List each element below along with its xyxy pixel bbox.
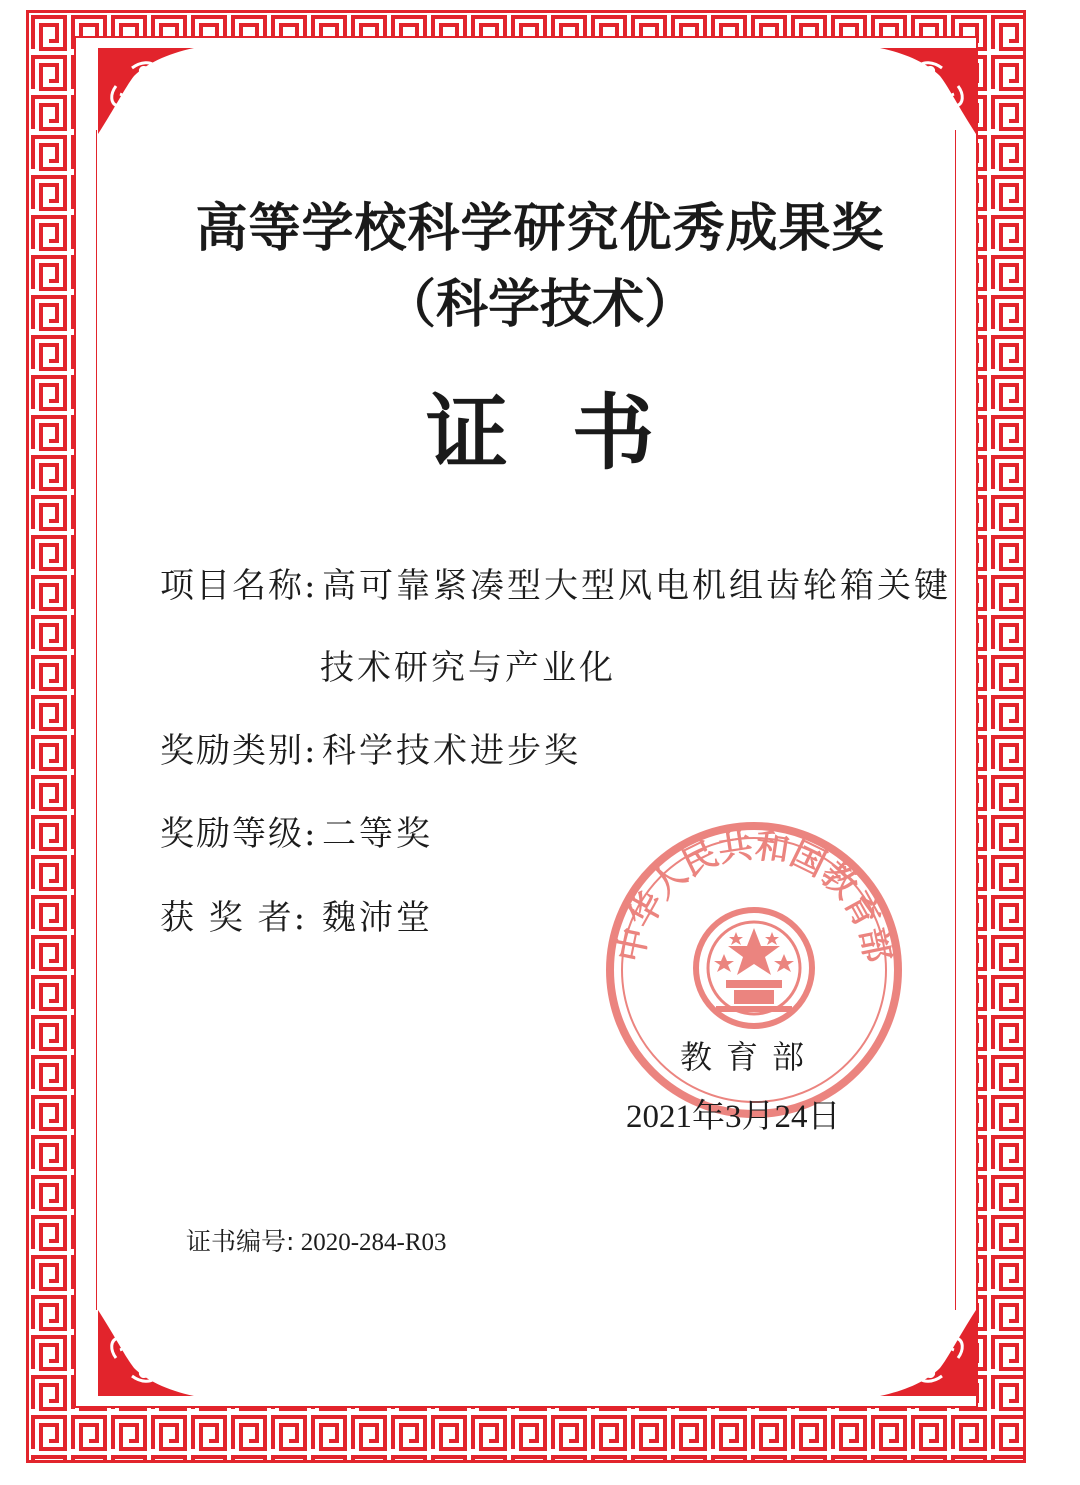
award-grade-row: [160, 806, 433, 855]
winner-row: [160, 890, 433, 939]
issue-date: 2021年3月24日: [626, 1099, 841, 1135]
award-category-label: 奖励类别:: [160, 731, 318, 771]
certificate-title: 高等学校科学研究优秀成果奖: [195, 199, 885, 259]
certificate-number-value: 2020-284-R03: [300, 1229, 447, 1256]
issuer-name: 教育部: [680, 1038, 819, 1076]
certificate-subtitle: （科学技术）: [383, 275, 696, 335]
project-name-row: [160, 558, 951, 607]
project-name-value-line2: 技术研究与产业化: [320, 648, 616, 688]
corner-ornament-icon: [878, 46, 978, 136]
award-grade-label: 奖励等级:: [160, 814, 318, 854]
certificate-heading: 证书: [425, 386, 718, 481]
certificate-number: [186, 1222, 447, 1258]
corner-ornament-icon: [96, 46, 196, 136]
corner-ornament-icon: [878, 1308, 978, 1398]
award-category-row: [160, 723, 581, 772]
project-name-continuation: [320, 640, 616, 689]
project-name-value: 高可靠紧凑型大型风电机组齿轮箱关键: [322, 566, 951, 606]
award-category-value: 科学技术进步奖: [322, 731, 581, 771]
project-name-label: 项目名称:: [160, 566, 318, 606]
corner-ornament-icon: [96, 1308, 196, 1398]
national-emblem-icon: [696, 910, 812, 1026]
winner-label: 获 奖 者:: [160, 898, 308, 938]
certificate-number-label: 证书编号:: [186, 1227, 295, 1256]
seal-ring-text: 中华人民共和国教育部: [610, 825, 898, 966]
award-grade-value: 二等奖: [322, 814, 433, 854]
winner-value: 魏沛堂: [322, 898, 433, 938]
